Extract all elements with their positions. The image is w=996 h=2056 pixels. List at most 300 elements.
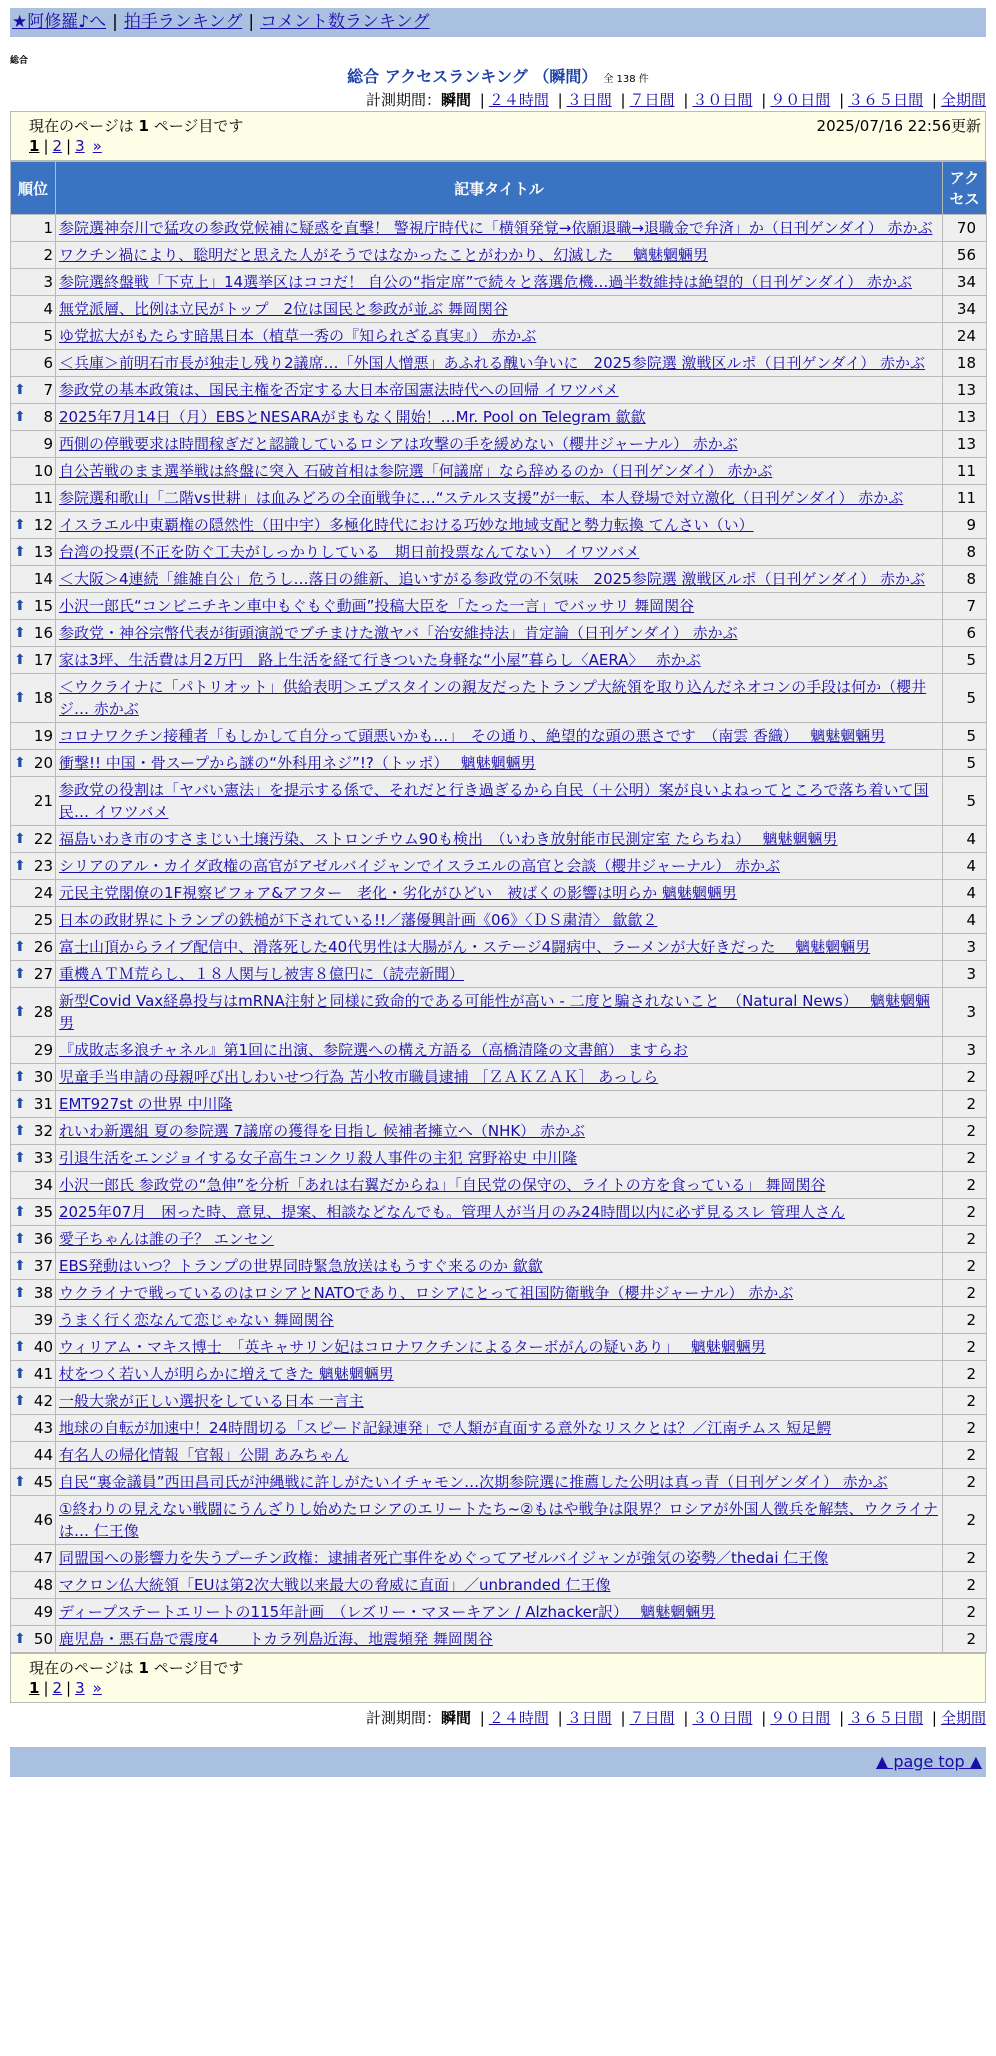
title-cell bbox=[56, 1469, 943, 1496]
article-link[interactable]: 衝撃!! 中国・骨スープから謎の“外科用ネジ”!?（トッポ） 魑魅魍魎男 bbox=[59, 754, 536, 772]
article-link[interactable]: 新型Covid Vax経鼻投与はmRNA注射と同様に致命的である可能性が高い - 二度と騙されないこと （Natural News） 魑魅魍魎男 bbox=[59, 992, 931, 1032]
rank-cell bbox=[11, 377, 56, 404]
access-count: 2 bbox=[943, 1442, 987, 1469]
title-cell bbox=[56, 1307, 943, 1334]
title-cell bbox=[56, 215, 943, 242]
up-arrow-icon: ⬆ bbox=[14, 831, 26, 847]
article-link[interactable]: 引退生活をエンジョイする女子高生コンクリ殺人事件の主犯 宮野裕史 中川隆 bbox=[59, 1149, 578, 1167]
rank-number: 25 bbox=[33, 911, 53, 929]
rank-cell bbox=[11, 1226, 56, 1253]
rank-cell bbox=[11, 1037, 56, 1064]
article-link[interactable]: マクロン仏大統領「EUは第2次大戦以来最大の脅威に直面」／unbranded 仁王像 bbox=[59, 1576, 611, 1594]
header-rank: 順位 bbox=[11, 162, 56, 215]
bottom-period-link-24h[interactable]: ２４時間 bbox=[488, 1709, 549, 1727]
title-cell bbox=[56, 777, 943, 826]
footer-bar bbox=[10, 1747, 986, 1777]
article-link[interactable]: 鹿児島・悪石島で震度4 トカラ列島近海、地震頻発 舞岡関谷 bbox=[59, 1630, 493, 1648]
rank-cell bbox=[11, 1334, 56, 1361]
table-row bbox=[11, 377, 987, 404]
ranking-title: 総合 アクセスランキング （瞬間） bbox=[347, 67, 598, 86]
article-link[interactable]: 福島いわき市のすさまじい土壌汚染、ストロンチウム90も検出 （いわき放射能市民測定室 たらちね） 魑魅魍魎男 bbox=[59, 830, 838, 848]
rank-cell bbox=[11, 1280, 56, 1307]
title-cell bbox=[56, 1172, 943, 1199]
article-link[interactable]: 『成敗志多浪チャネル』第1回に出演、参院選への構え方語る（高橋清隆の文書館） ますらお bbox=[59, 1041, 688, 1059]
title-cell bbox=[56, 880, 943, 907]
rank-number: 19 bbox=[33, 727, 53, 745]
rank-cell bbox=[11, 458, 56, 485]
rank-cell bbox=[11, 323, 56, 350]
table-row bbox=[11, 1253, 987, 1280]
rank-number: 35 bbox=[33, 1203, 53, 1221]
article-link[interactable]: れいわ新選組 夏の参院選 7議席の獲得を目指し 候補者擁立へ（NHK） 赤かぶ bbox=[59, 1122, 585, 1140]
table-row bbox=[11, 485, 987, 512]
article-link[interactable]: 一般大衆が正しい選択をしている日本 一言主 bbox=[59, 1392, 364, 1410]
title-cell bbox=[56, 647, 943, 674]
rank-number: 41 bbox=[33, 1365, 53, 1383]
rank-number: 33 bbox=[33, 1149, 53, 1167]
access-count: 8 bbox=[943, 539, 987, 566]
up-arrow-icon: ⬆ bbox=[14, 755, 26, 771]
table-row bbox=[11, 907, 987, 934]
access-count: 2 bbox=[943, 1226, 987, 1253]
pager-link-3[interactable]: 3 bbox=[75, 137, 85, 155]
up-arrow-icon: ⬆ bbox=[14, 1393, 26, 1409]
bottom-pager: 1 | 2 | 3 » bbox=[29, 1679, 102, 1697]
rank-number: 50 bbox=[33, 1630, 53, 1648]
rank-number: 40 bbox=[33, 1338, 53, 1356]
title-cell bbox=[56, 1545, 943, 1572]
title-cell bbox=[56, 1199, 943, 1226]
up-arrow-icon: ⬆ bbox=[14, 1204, 26, 1220]
article-link[interactable]: 有名人の帰化情報「官報」公開 あみちゃん bbox=[59, 1446, 349, 1464]
rank-number: 10 bbox=[33, 462, 53, 480]
access-count: 2 bbox=[943, 1334, 987, 1361]
title-cell bbox=[56, 458, 943, 485]
access-count: 3 bbox=[943, 1037, 987, 1064]
top-nav-bar bbox=[10, 8, 986, 37]
rank-cell bbox=[11, 1415, 56, 1442]
rank-cell bbox=[11, 750, 56, 777]
title-cell bbox=[56, 1361, 943, 1388]
up-arrow-icon: ⬆ bbox=[14, 598, 26, 614]
access-count: 2 bbox=[943, 1199, 987, 1226]
bottom-period-link-365d[interactable]: ３６５日間 bbox=[848, 1709, 924, 1727]
article-link[interactable]: 重機ＡＴＭ荒らし、１８人関与し被害８億円に（読売新聞） bbox=[59, 965, 465, 983]
table-row bbox=[11, 593, 987, 620]
article-link[interactable]: 自公苦戦のまま選挙戦は終盤に突入 石破首相は参院選「何議席」なら辞めるのか（日刊ゲンダイ） 赤かぶ bbox=[59, 462, 773, 480]
table-row bbox=[11, 1361, 987, 1388]
rank-cell bbox=[11, 1545, 56, 1572]
rank-cell bbox=[11, 620, 56, 647]
up-arrow-icon: ⬆ bbox=[14, 382, 26, 398]
title-cell bbox=[56, 1064, 943, 1091]
bottom-pager-next[interactable]: » bbox=[92, 1679, 102, 1697]
title-cell bbox=[56, 674, 943, 723]
article-link[interactable]: 杖をつく若い人が明らかに増えてきた 魑魅魍魎男 bbox=[59, 1365, 394, 1383]
period-link-all[interactable]: 全期間 bbox=[940, 91, 986, 109]
article-link[interactable]: 参政党・神谷宗幣代表が街頭演説でブチまけた激ヤバ「治安維持法」肯定論（日刊ゲンダイ） 赤かぶ bbox=[59, 624, 738, 642]
article-link[interactable]: ワクチン禍により、聡明だと思えた人がそうではなかったことがわかり、幻滅した 魑魅魍魎男 bbox=[59, 246, 709, 264]
rank-number: 6 bbox=[43, 354, 53, 372]
access-count: 2 bbox=[943, 1626, 987, 1653]
rank-number: 49 bbox=[33, 1603, 53, 1621]
table-row bbox=[11, 350, 987, 377]
rank-number: 20 bbox=[33, 754, 53, 772]
title-cell bbox=[56, 1145, 943, 1172]
rank-cell bbox=[11, 296, 56, 323]
title-cell bbox=[56, 566, 943, 593]
access-count: 4 bbox=[943, 853, 987, 880]
article-link[interactable]: 元民主党閣僚の1F視察ビフォア&アフター 老化・劣化がひどい 被ばくの影響は明らか 魑魅魍魎男 bbox=[59, 884, 737, 902]
up-arrow-icon: ⬆ bbox=[14, 1339, 26, 1355]
table-row bbox=[11, 1388, 987, 1415]
table-row bbox=[11, 647, 987, 674]
period-link-90d[interactable]: ９０日間 bbox=[770, 91, 831, 109]
title-cell bbox=[56, 1496, 943, 1545]
nav-link-ashura[interactable]: ★阿修羅♪へ bbox=[12, 12, 107, 32]
page-top-link[interactable]: ▲ page top ▲ bbox=[875, 1752, 982, 1771]
title-cell bbox=[56, 1226, 943, 1253]
rank-number: 43 bbox=[33, 1419, 53, 1437]
bottom-period-label: 計測期間： bbox=[365, 1709, 441, 1727]
up-arrow-icon: ⬆ bbox=[14, 1069, 26, 1085]
article-link[interactable]: 愛子ちゃんは誰の子？ エンセン bbox=[59, 1230, 274, 1248]
nav-link-comment-ranking[interactable]: コメント数ランキング bbox=[260, 12, 430, 32]
article-link[interactable]: 2025年07月 困った時、意見、提案、相談などなんでも。管理人が当月のみ24時間以内に必ず見るスレ 管理人さん bbox=[59, 1203, 846, 1221]
access-count: 5 bbox=[943, 674, 987, 723]
rank-cell bbox=[11, 350, 56, 377]
title-cell bbox=[56, 826, 943, 853]
table-row bbox=[11, 750, 987, 777]
rank-cell bbox=[11, 1626, 56, 1653]
rank-number: 9 bbox=[43, 435, 53, 453]
table-row bbox=[11, 961, 987, 988]
up-arrow-icon: ⬆ bbox=[14, 1474, 26, 1490]
access-count: 34 bbox=[943, 296, 987, 323]
rank-cell bbox=[11, 907, 56, 934]
article-link[interactable]: 西側の停戦要求は時間稼ぎだと認識しているロシアは攻撃の手を緩めない（櫻井ジャーナル） 赤かぶ bbox=[59, 435, 738, 453]
rank-number: 38 bbox=[33, 1284, 53, 1302]
rank-cell bbox=[11, 880, 56, 907]
article-link[interactable]: 地球の自転が加速中！24時間切る「スピード記録連発」で人類が直面する意外なリスクとは？／江南チムス 短足鰐 bbox=[59, 1419, 832, 1437]
title-cell bbox=[56, 853, 943, 880]
bottom-period-link-90d[interactable]: ９０日間 bbox=[770, 1709, 831, 1727]
access-count: 3 bbox=[943, 934, 987, 961]
access-count: 2 bbox=[943, 1253, 987, 1280]
rank-cell bbox=[11, 1307, 56, 1334]
article-link[interactable]: シリアのアル・カイダ政権の高官がアゼルバイジャンでイスラエルの高官と会談（櫻井ジャーナル） 赤かぶ bbox=[59, 857, 781, 875]
article-link[interactable]: ゆ党拡大がもたらす暗黒日本（植草一秀の『知られざる真実』） 赤かぶ bbox=[59, 327, 537, 345]
title-cell bbox=[56, 1415, 943, 1442]
access-count: 2 bbox=[943, 1064, 987, 1091]
table-row bbox=[11, 242, 987, 269]
table-row bbox=[11, 566, 987, 593]
bottom-period-link-3d[interactable]: ３日間 bbox=[566, 1709, 612, 1727]
access-count: 2 bbox=[943, 1599, 987, 1626]
article-link[interactable]: ウィリアム・マキス博士 「英キャサリン妃はコロナワクチンによるターボがんの疑いあり」 魑魅魍魎男 bbox=[59, 1338, 766, 1356]
rank-number: 18 bbox=[33, 689, 53, 707]
rank-cell bbox=[11, 1253, 56, 1280]
rank-cell bbox=[11, 1118, 56, 1145]
rank-cell bbox=[11, 988, 56, 1037]
pager-next[interactable]: » bbox=[92, 137, 102, 155]
ranking-table bbox=[10, 161, 987, 1653]
up-arrow-icon: ⬆ bbox=[14, 1123, 26, 1139]
access-count: 2 bbox=[943, 1496, 987, 1545]
rank-cell bbox=[11, 826, 56, 853]
rank-cell bbox=[11, 539, 56, 566]
period-link-7d[interactable]: ７日間 bbox=[629, 91, 675, 109]
title-cell bbox=[56, 1280, 943, 1307]
table-row bbox=[11, 853, 987, 880]
title-cell bbox=[56, 1442, 943, 1469]
article-link[interactable]: EBS発動はいつ？トランプの世界同時緊急放送はもうすぐ来るのか 歙歙 bbox=[59, 1257, 543, 1275]
up-arrow-icon: ⬆ bbox=[14, 690, 26, 706]
rank-cell bbox=[11, 777, 56, 826]
article-link[interactable]: コロナワクチン接種者「もしかして自分って頭悪いかも…」 その通り、絶望的な頭の悪さです （南雲 香織） 魑魅魍魎男 bbox=[59, 727, 886, 745]
title-cell bbox=[56, 1388, 943, 1415]
table-row bbox=[11, 1037, 987, 1064]
table-row bbox=[11, 1599, 987, 1626]
rank-number: 32 bbox=[33, 1122, 53, 1140]
table-row bbox=[11, 1469, 987, 1496]
up-arrow-icon: ⬆ bbox=[14, 1285, 26, 1301]
article-link[interactable]: 参院選和歌山「二階vs世耕」は血みどろの全面戦争に…“ステルス支援”が一転、本人登場で対立激化（日刊ゲンダイ） 赤かぶ bbox=[59, 489, 904, 507]
header-title: 記事タイトル bbox=[56, 162, 943, 215]
bottom-period-link-all[interactable]: 全期間 bbox=[940, 1709, 986, 1727]
period-current: 瞬間 bbox=[440, 91, 471, 109]
article-link[interactable]: 台湾の投票(不正を防ぐ工夫がしっかりしている 期日前投票なんてない） イワツバメ bbox=[59, 543, 640, 561]
access-count: 5 bbox=[943, 723, 987, 750]
access-count: 2 bbox=[943, 1172, 987, 1199]
access-count: 5 bbox=[943, 750, 987, 777]
pager-current: 1 bbox=[29, 137, 40, 155]
access-count: 2 bbox=[943, 1145, 987, 1172]
rank-cell bbox=[11, 723, 56, 750]
bottom-period-link-7d[interactable]: ７日間 bbox=[629, 1709, 675, 1727]
rank-number: 34 bbox=[33, 1176, 53, 1194]
rank-number: 24 bbox=[33, 884, 53, 902]
access-count: 2 bbox=[943, 1361, 987, 1388]
bottom-period-link-30d[interactable]: ３０日間 bbox=[692, 1709, 753, 1727]
up-arrow-icon: ⬆ bbox=[14, 1004, 26, 1020]
access-count: 4 bbox=[943, 826, 987, 853]
article-link[interactable]: ①終わりの見えない戦闘にうんざりし始めたロシアのエリートたち~②もはや戦争は限界？ロシアが外国人徴兵を解禁、ウクライナは… 仁王像 bbox=[59, 1500, 939, 1540]
article-link[interactable]: うまく行く恋なんて恋じゃない 舞岡関谷 bbox=[59, 1311, 334, 1329]
article-link[interactable]: 小沢一郎氏“コンビニチキン車中もぐもぐ動画”投稿大臣を「たった一言」でバッサリ 舞岡関谷 bbox=[59, 597, 695, 615]
article-link[interactable]: 参政党の役割は「ヤバい憲法」を提示する係で、それだと行き過ぎるから自民（＋公明）案が良いよねってところで落ち着いて国民… イワツバメ bbox=[59, 781, 929, 821]
rank-number: 42 bbox=[33, 1392, 53, 1410]
title-cell bbox=[56, 961, 943, 988]
category-label: 総合 bbox=[10, 56, 29, 66]
title-cell bbox=[56, 269, 943, 296]
table-row bbox=[11, 1545, 987, 1572]
title-cell bbox=[56, 323, 943, 350]
up-arrow-icon: ⬆ bbox=[14, 544, 26, 560]
rank-number: 48 bbox=[33, 1576, 53, 1594]
rank-number: 31 bbox=[33, 1095, 53, 1113]
page bbox=[10, 8, 986, 1777]
rank-cell bbox=[11, 431, 56, 458]
title-cell bbox=[56, 620, 943, 647]
ranking-heading bbox=[10, 65, 986, 89]
title-cell bbox=[56, 1626, 943, 1653]
title-cell bbox=[56, 907, 943, 934]
pager-link-2[interactable]: 2 bbox=[52, 137, 63, 155]
access-count: 2 bbox=[943, 1280, 987, 1307]
title-cell bbox=[56, 1091, 943, 1118]
up-arrow-icon: ⬆ bbox=[14, 1150, 26, 1166]
table-row bbox=[11, 296, 987, 323]
bottom-period-current: 瞬間 bbox=[440, 1709, 471, 1727]
rank-number: 45 bbox=[33, 1473, 53, 1491]
nav-link-clap-ranking[interactable]: 拍手ランキング bbox=[123, 12, 243, 32]
period-link-30d[interactable]: ３０日間 bbox=[692, 91, 753, 109]
rank-cell bbox=[11, 1388, 56, 1415]
period-label: 計測期間： bbox=[365, 91, 441, 109]
table-row bbox=[11, 215, 987, 242]
rank-cell bbox=[11, 1469, 56, 1496]
table-row bbox=[11, 934, 987, 961]
article-link[interactable]: ディープステートエリートの115年計画 （レズリー・マヌーキアン / Alzhacker訳） 魑魅魍魎男 bbox=[59, 1603, 716, 1621]
rank-number: 36 bbox=[33, 1230, 53, 1248]
article-link[interactable]: ＜兵庫＞前明石市長が独走し残り2議席…「外国人憎悪」あふれる醜い争いに 2025参院選 激戦区ルポ（日刊ゲンダイ） 赤かぶ bbox=[59, 354, 926, 372]
rank-number: 26 bbox=[33, 938, 53, 956]
up-arrow-icon: ⬆ bbox=[14, 1366, 26, 1382]
rank-cell bbox=[11, 1172, 56, 1199]
table-row bbox=[11, 1226, 987, 1253]
title-cell bbox=[56, 485, 943, 512]
access-count: 2 bbox=[943, 1307, 987, 1334]
access-count: 2 bbox=[943, 1469, 987, 1496]
article-link[interactable]: 児童手当申請の母親呼び出しわいせつ行為 苫小牧市職員逮捕 ［ＺＡＫＺＡＫ］ あっしら bbox=[59, 1068, 659, 1086]
rank-cell bbox=[11, 1496, 56, 1545]
rank-cell bbox=[11, 853, 56, 880]
rank-number: 30 bbox=[33, 1068, 53, 1086]
article-link[interactable]: 小沢一郎氏 参政党の“急伸”を分析「あれは右翼だからね」「自民党の保守の、ライトの方を食っている」 舞岡関谷 bbox=[59, 1176, 826, 1194]
table-row bbox=[11, 1064, 987, 1091]
table-row bbox=[11, 826, 987, 853]
table-row bbox=[11, 880, 987, 907]
rank-number: 46 bbox=[33, 1511, 53, 1529]
article-link[interactable]: イスラエル中東覇権の隠然性（田中宇）多極化時代における巧妙な地域支配と勢力転換 てんさい（い） bbox=[59, 516, 754, 534]
rank-number: 5 bbox=[43, 327, 53, 345]
up-arrow-icon: ⬆ bbox=[14, 409, 26, 425]
table-row bbox=[11, 1572, 987, 1599]
title-cell bbox=[56, 539, 943, 566]
rank-number: 23 bbox=[33, 857, 53, 875]
rank-cell bbox=[11, 593, 56, 620]
rank-number: 44 bbox=[33, 1446, 53, 1464]
title-cell bbox=[56, 1334, 943, 1361]
rank-number: 21 bbox=[33, 792, 53, 810]
access-count: 56 bbox=[943, 242, 987, 269]
table-row bbox=[11, 1199, 987, 1226]
page-info-box bbox=[10, 111, 986, 161]
rank-cell bbox=[11, 242, 56, 269]
access-count: 11 bbox=[943, 485, 987, 512]
rank-number: 11 bbox=[33, 489, 53, 507]
table-header-row bbox=[11, 162, 987, 215]
article-link[interactable]: 参政党の基本政策は、国民主権を否定する大日本帝国憲法時代への回帰 イワツバメ bbox=[59, 381, 619, 399]
pager: 1 | 2 | 3 » bbox=[29, 137, 102, 155]
article-link[interactable]: ＜大阪＞4連続「維雑自公」危うし…落日の維新、追いすがる参政党の不気味 2025参院選 激戦区ルポ（日刊ゲンダイ） 赤かぶ bbox=[59, 570, 926, 588]
access-count: 13 bbox=[943, 431, 987, 458]
table-row bbox=[11, 620, 987, 647]
article-link[interactable]: 同盟国への影響力を失うプーチン政権：逮捕者死亡事件をめぐってアゼルバイジャンが強気の姿勢／thedai 仁王像 bbox=[59, 1549, 829, 1567]
article-link[interactable]: EMT927st の世界 中川隆 bbox=[59, 1095, 233, 1113]
bottom-period-selector: 計測期間：瞬間 | ２４時間 | ３日間 | ７日間 | ３０日間 | ９０日間 | ３６５日間 | 全期間 bbox=[365, 1709, 986, 1727]
bottom-page-info-box bbox=[10, 1653, 986, 1703]
article-link[interactable]: ＜ウクライナに「パトリオット」供給表明＞エプスタインの親友だったトランプ大統領を取り込んだネオコンの手段は何か（櫻井ジ… 赤かぶ bbox=[59, 678, 927, 718]
rank-number: 13 bbox=[33, 543, 53, 561]
period-link-365d[interactable]: ３６５日間 bbox=[848, 91, 924, 109]
rank-cell bbox=[11, 1442, 56, 1469]
title-cell bbox=[56, 512, 943, 539]
access-count: 4 bbox=[943, 880, 987, 907]
article-link[interactable]: 家は3坪、生活費は月2万円 路上生活を経て行きついた身軽な“小屋”暮らし〈AERA〉 赤かぶ bbox=[59, 651, 701, 669]
rank-cell bbox=[11, 647, 56, 674]
rank-cell bbox=[11, 485, 56, 512]
period-link-3d[interactable]: ３日間 bbox=[566, 91, 612, 109]
access-count: 2 bbox=[943, 1415, 987, 1442]
period-link-24h[interactable]: ２４時間 bbox=[488, 91, 549, 109]
access-count: 2 bbox=[943, 1388, 987, 1415]
table-row bbox=[11, 1496, 987, 1545]
up-arrow-icon: ⬆ bbox=[14, 1258, 26, 1274]
up-arrow-icon: ⬆ bbox=[14, 858, 26, 874]
nav-separator: | bbox=[112, 12, 118, 32]
article-link[interactable]: 日本の政財界にトランプの鉄槌が下されている!!／藩優興計画《06》〈ＤＳ粛清〉 歙歙２ bbox=[59, 911, 658, 929]
updated-timestamp: 2025/07/16 22:56更新 bbox=[816, 117, 981, 135]
rank-number: 8 bbox=[43, 408, 53, 426]
access-count: 24 bbox=[943, 323, 987, 350]
rank-number: 37 bbox=[33, 1257, 53, 1275]
article-link[interactable]: ウクライナで戦っているのはロシアとNATOであり、ロシアにとって祖国防衛戦争（櫻井ジャーナル） 赤かぶ bbox=[59, 1284, 794, 1302]
table-row bbox=[11, 431, 987, 458]
up-arrow-icon: ⬆ bbox=[14, 939, 26, 955]
rank-cell bbox=[11, 215, 56, 242]
rank-number: 28 bbox=[33, 1003, 53, 1021]
access-count: 8 bbox=[943, 566, 987, 593]
article-link[interactable]: 自民“裏金議員”西田昌司氏が沖縄戦に許しがたいイチャモン…次期参院選に推薦した公明は真っ青（日刊ゲンダイ） 赤かぶ bbox=[59, 1473, 888, 1491]
up-arrow-icon: ⬆ bbox=[14, 517, 26, 533]
rank-number: 27 bbox=[33, 965, 53, 983]
rank-number: 47 bbox=[33, 1549, 53, 1567]
header-count: アクセス bbox=[943, 162, 987, 215]
rank-number: 22 bbox=[33, 830, 53, 848]
bottom-pager-link-2[interactable]: 2 bbox=[52, 1679, 63, 1697]
access-count: 13 bbox=[943, 377, 987, 404]
access-count: 3 bbox=[943, 988, 987, 1037]
article-link[interactable]: 2025年7月14日（月）EBSとNESARAがまもなく開始！…Mr. Pool on Telegram 歙歙 bbox=[59, 408, 646, 426]
article-link[interactable]: 参院選終盤戦「下克上」14選挙区はココだ！ 自公の“指定席”で続々と落選危機…過半数維持は絶望的（日刊ゲンダイ） 赤かぶ bbox=[59, 273, 912, 291]
table-row bbox=[11, 1118, 987, 1145]
table-row bbox=[11, 269, 987, 296]
title-cell bbox=[56, 1599, 943, 1626]
article-link[interactable]: 富士山頂からライブ配信中、滑落死した40代男性は大腸がん・ステージ4闘病中、ラーメンが大好きだった 魑魅魍魎男 bbox=[59, 938, 871, 956]
access-count: 70 bbox=[943, 215, 987, 242]
title-cell bbox=[56, 750, 943, 777]
table-row bbox=[11, 1415, 987, 1442]
table-row bbox=[11, 458, 987, 485]
bottom-pager-current: 1 bbox=[29, 1679, 40, 1697]
bottom-pager-link-3[interactable]: 3 bbox=[75, 1679, 85, 1697]
rank-cell bbox=[11, 404, 56, 431]
article-link[interactable]: 参院選神奈川で猛攻の参政党候補に疑惑を直撃！ 警視庁時代に「横領発覚→依願退職→退職金で弁済」か（日刊ゲンダイ） 赤かぶ bbox=[59, 219, 933, 237]
article-link[interactable]: 無党派層、比例は立民がトップ 2位は国民と参政が並ぶ 舞岡関谷 bbox=[59, 300, 508, 318]
title-cell bbox=[56, 404, 943, 431]
